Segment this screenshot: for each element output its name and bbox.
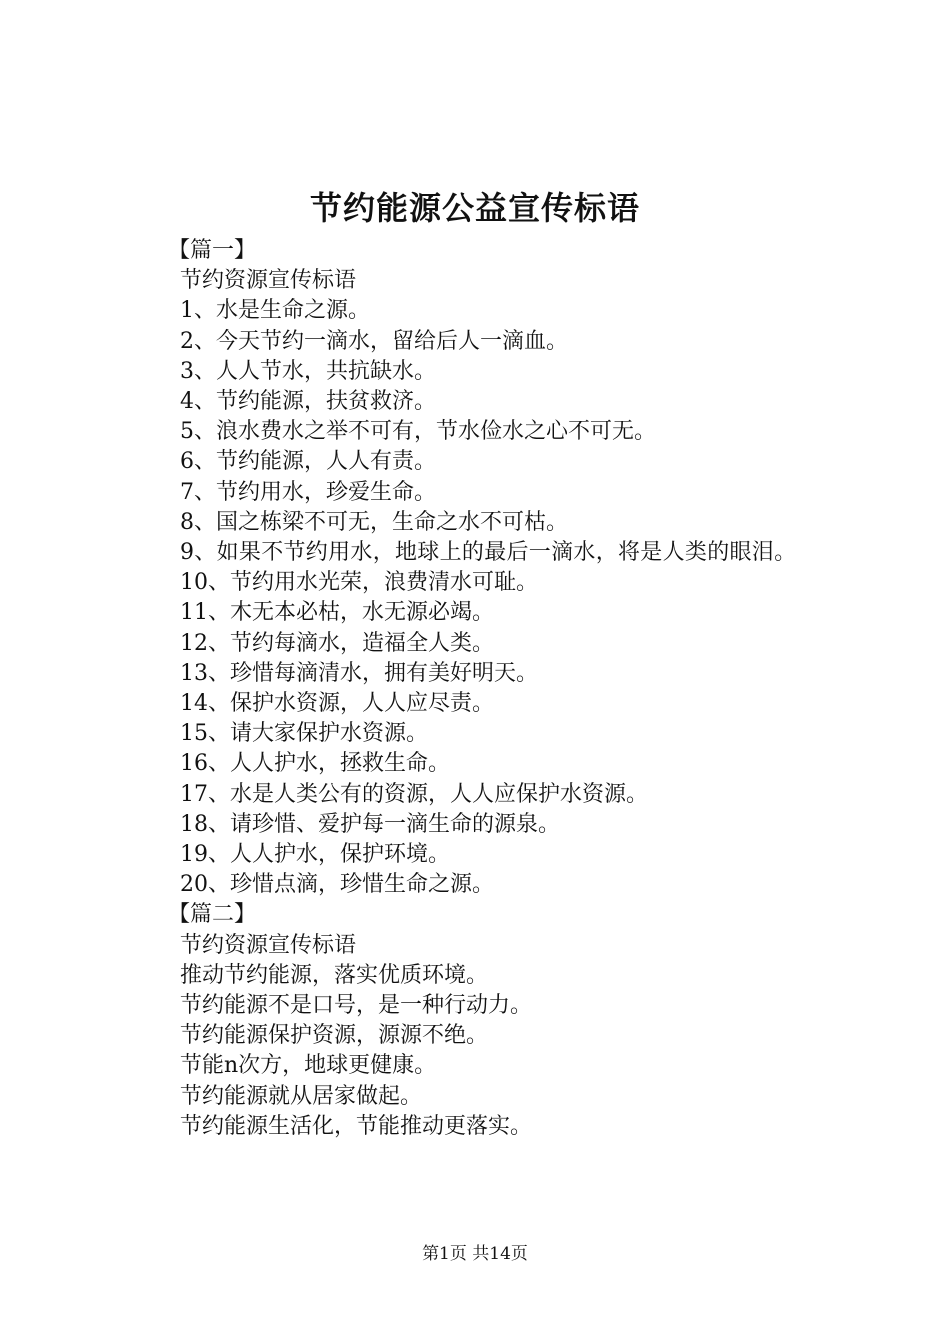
slogan-line: 18、请珍惜、爱护每一滴生命的源泉。 xyxy=(180,811,560,837)
document-title: 节约能源公益宣传标语 xyxy=(309,189,640,227)
slogan-line: 11、木无本必枯，水无源必竭。 xyxy=(180,600,494,626)
slogan-line: 2、今天节约一滴水，留给后人一滴血。 xyxy=(180,328,568,354)
slogan-line: 12、节约每滴水，造福全人类。 xyxy=(180,630,494,656)
slogan-line: 10、节约用水光荣，浪费清水可耻。 xyxy=(180,570,538,596)
section-subtitle-2: 节约资源宣传标语 xyxy=(180,932,357,958)
slogan-line: 5、浪水费水之举不可有，节水俭水之心不可无。 xyxy=(180,419,656,445)
slogan-line: 8、国之栋梁不可无，生命之水不可枯。 xyxy=(180,509,568,535)
section-heading-2: 【篇二】 xyxy=(168,902,257,928)
slogan-line: 13、珍惜每滴清水，拥有美好明天。 xyxy=(180,660,538,686)
slogan-line: 4、节约能源，扶贫救济。 xyxy=(180,389,436,415)
slogan-line: 节约能源保护资源，源源不绝。 xyxy=(180,1023,489,1049)
slogan-line: 17、水是人类公有的资源，人人应保护水资源。 xyxy=(180,781,648,807)
slogan-line: 14、保护水资源，人人应尽责。 xyxy=(180,691,494,717)
section-subtitle-1: 节约资源宣传标语 xyxy=(180,268,357,294)
slogan-line: 19、人人护水，保护环境。 xyxy=(180,842,450,868)
slogan-line: 3、人人节水，共抗缺水。 xyxy=(180,358,436,384)
slogan-line: 6、节约能源，人人有责。 xyxy=(180,449,436,475)
slogan-line: 节约能源不是口号，是一种行动力。 xyxy=(180,993,533,1019)
slogan-line: 节约能源生活化，节能推动更落实。 xyxy=(180,1113,533,1139)
slogan-line: 推动节约能源，落实优质环境。 xyxy=(180,962,489,988)
slogan-line: 16、人人护水，拯救生命。 xyxy=(180,751,450,777)
slogan-line: 20、珍惜点滴，珍惜生命之源。 xyxy=(180,872,494,898)
section-heading-1: 【篇一】 xyxy=(168,238,257,263)
page-footer: 第1页 共14页 xyxy=(422,1244,528,1264)
slogan-line: 节能n次方，地球更健康。 xyxy=(180,1053,437,1079)
slogan-line-wrapped: 9、如果不节约用水，地球上的最后一滴水，将是人类的眼泪。 xyxy=(180,540,797,566)
slogan-line: 节约能源就从居家做起。 xyxy=(180,1083,423,1109)
document-body xyxy=(130,236,830,1142)
slogan-line: 1、水是生命之源。 xyxy=(180,298,370,324)
slogan-line: 7、节约用水，珍爱生命。 xyxy=(180,479,436,505)
slogan-line: 15、请大家保护水资源。 xyxy=(180,721,428,747)
